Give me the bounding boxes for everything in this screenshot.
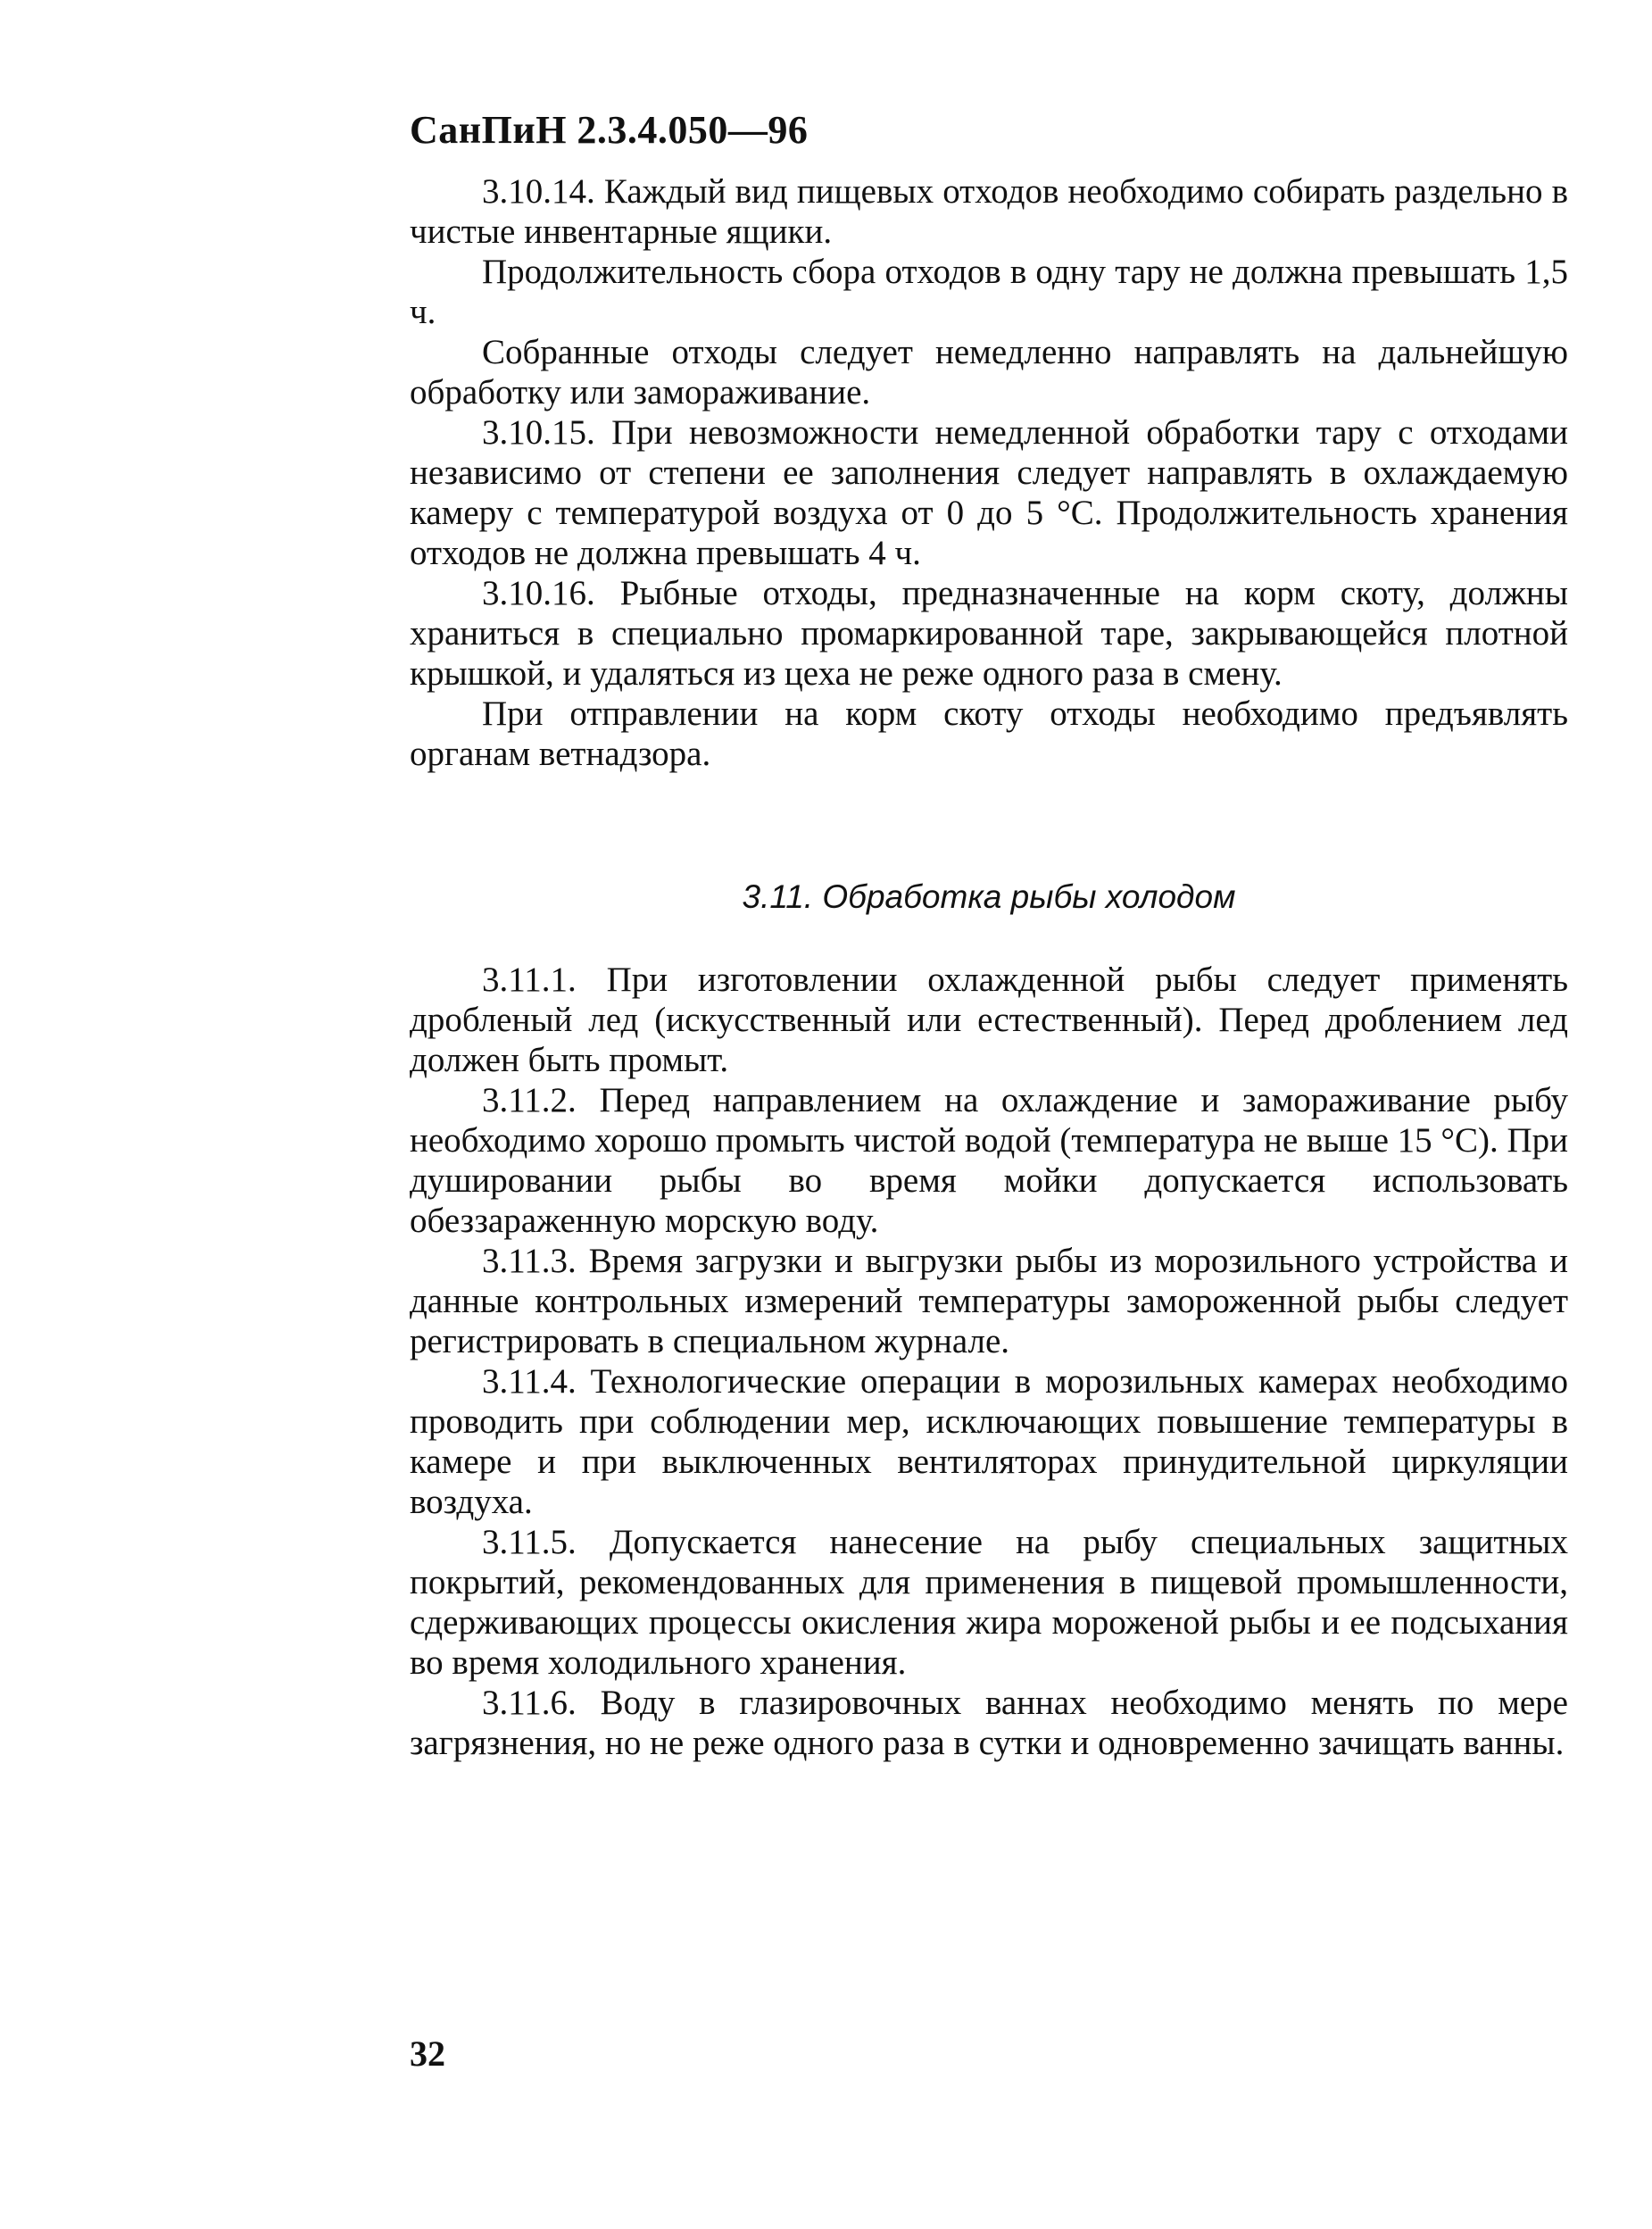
paragraph-3-11-4: 3.11.4. Технологические операции в морозильных камерах необходимо проводить при соблюдении мер, исключающих повышение температуры в камере и при выключенных вентиляторах принудительной циркуляции воздуха. (410, 1362, 1568, 1521)
paragraph-3-11-1: 3.11.1. При изготовлении охлажденной рыбы следует применять дробленый лед (искусственный или естественный). Перед дроблением лед должен быть промыт. (410, 961, 1568, 1079)
paragraph-collected-waste: Собранные отходы следует немедленно направлять на дальнейшую обработку или замораживание. (410, 333, 1568, 412)
paragraph-3-10-15: 3.10.15. При невозможности немедленной обработки тару с отходами независимо от степени ее заполнения следует направлять в охлаждаемую камеру с температурой воздуха от 0 до 5 °С. Продолжительность хранения отходов не должна превышать 4 ч. (410, 413, 1568, 572)
section-3-11-title: 3.11. Обработка рыбы холодом (742, 878, 1236, 915)
section-3-11-text (410, 960, 1568, 1763)
paragraph-collection-duration: Продолжительность сбора отходов в одну тару не должна превышать 1,5 ч. (410, 253, 1568, 331)
paragraph-3-11-5: 3.11.5. Допускается нанесение на рыбу специальных защитных покрытий, рекомендованных для применения в пищевой промышленности, сдерживающих процессы окисления жира мороженой рыбы и ее подсыхания во время холодильного хранения. (410, 1523, 1568, 1682)
page-number: 32 (410, 2034, 445, 2074)
paragraph-3-11-3: 3.11.3. Время загрузки и выгрузки рыбы из морозильного устройства и данные контрольных измерений температуры замороженной рыбы следует регистрировать в специальном журнале. (410, 1242, 1568, 1360)
paragraph-3-11-2: 3.11.2. Перед направлением на охлаждение и замораживание рыбу необходимо хорошо промыть чистой водой (температура не выше 15 °С). При душировании рыбы во время мойки допускается использовать обеззараженную морскую воду. (410, 1081, 1569, 1240)
paragraph-3-10-16: 3.10.16. Рыбные отходы, предназначенные на корм скоту, должны храниться в специально промаркированной таре, закрывающейся плотной крышкой, и удаляться из цеха не реже одного раза в смену. (410, 574, 1568, 693)
paragraph-feed-dispatch: При отправлении на корм скоту отходы необходимо предъявлять органам ветнадзора. (410, 694, 1568, 773)
paragraph-3-10-14: 3.10.14. Каждый вид пищевых отходов необходимо собирать раздельно в чистые инвентарные ящики. (410, 172, 1568, 251)
document-code-header: СанПиН 2.3.4.050—96 (410, 108, 809, 152)
paragraph-3-11-6: 3.11.6. Воду в глазировочных ваннах необходимо менять по мере загрязнения, но не реже одного раза в сутки и одновременно зачищать ванны. (410, 1684, 1568, 1762)
document-page (410, 107, 1570, 2205)
section-3-10-text (410, 171, 1568, 774)
